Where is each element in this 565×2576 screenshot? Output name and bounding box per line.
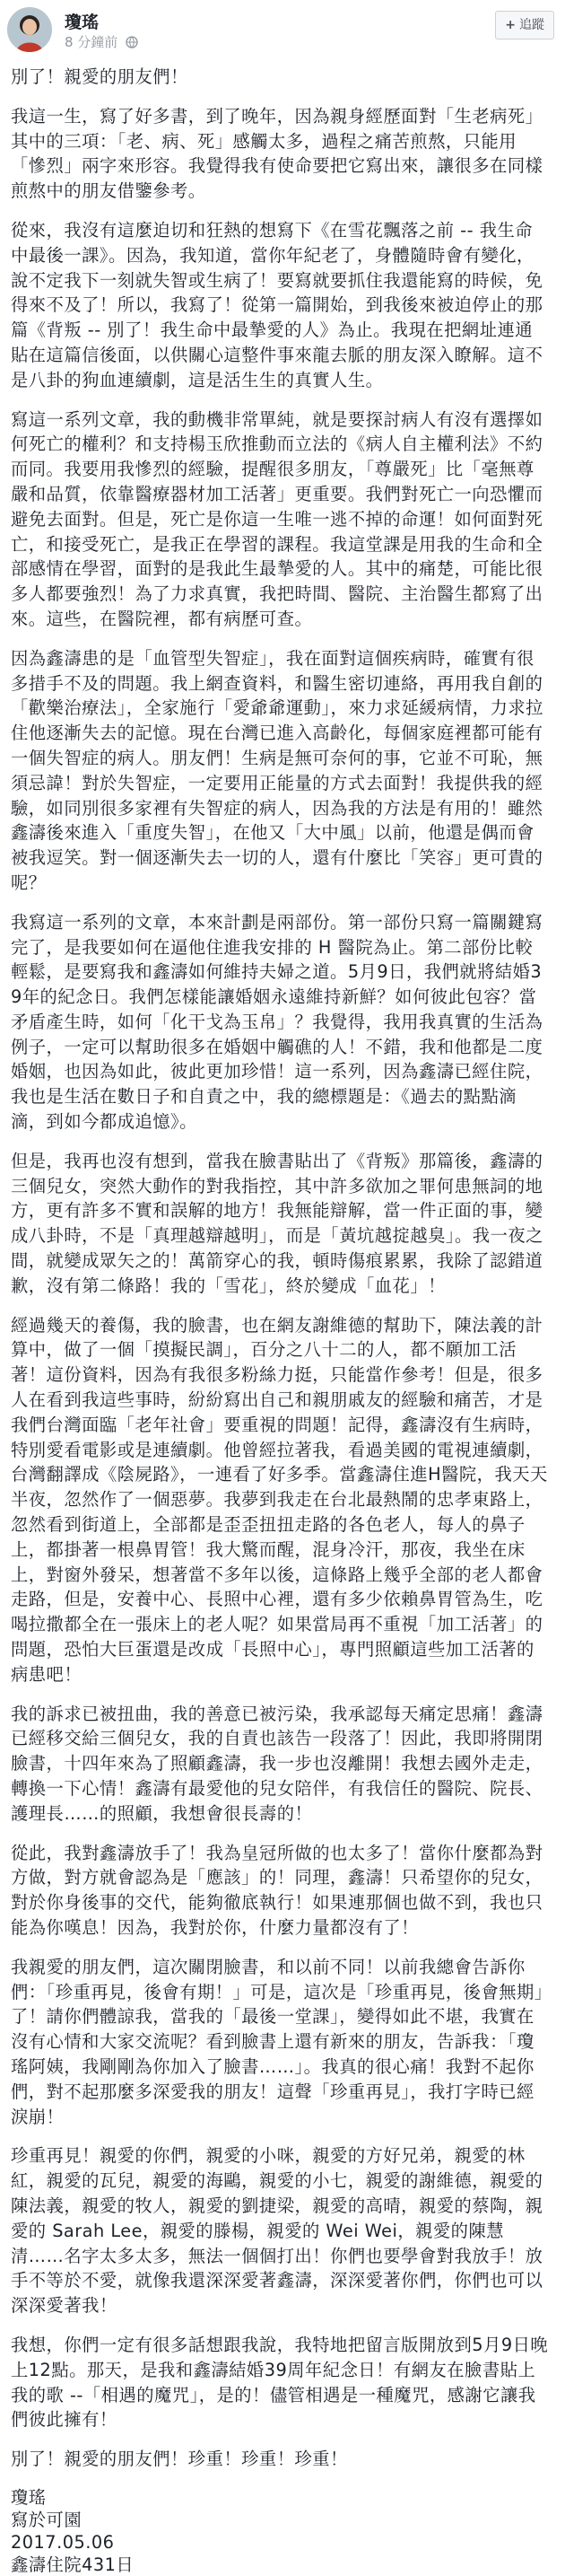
post-paragraph: 珍重再見！親愛的你們，親愛的小咪，親愛的方好兄弟，親愛的林紅，親愛的瓦兒，親愛的海鷗，親愛的小七，親愛的謝維德，親愛的陳法義，親愛的牧人，親愛的劉捷梁，親愛的高晴，親愛的蔡陶，親愛的 Sarah Lee，親愛的滕楊，親愛的 Wei Wei，親愛的陳慧清……名字太多太多，無法一個個打出！你們也要學會對我放手！放手不等於不愛，就像我還深深愛著鑫濤，深深愛著你們，你們也可以深深愛著我！ — [11, 2145, 543, 2317]
post-paragraph: 經過幾天的養傷，我的臉書，也在網友謝維德的幫助下，陳法義的計算中，做了一個「摸擬民調」，百分之八十二的人，都不願加工活著！這份資料，因為有我很多粉絲力挺，只能當作參考！但是，很多人在看到我這些事時，紛紛寫出自己和親朋戚友的經驗和痛苦，才是我們台灣面臨「老年社會」要重視的問題！記得，鑫濤沒有生病時，特別愛看電影或是連續劇。他曾經拉著我，看過美國的電視連續劇，台灣翻譯成《陰屍路》，一連看了好多季。當鑫濤住進H醫院，我天天半夜，忽然作了一個惡夢。我夢到我走在台北最熱鬧的忠孝東路上，忽然看到街道上，全部都是歪歪扭扭走路的各色老人，每人的鼻子上，都掛著一根鼻胃管！我大驚而醒，混身冷汗，那夜，我坐在床上，對窗外發呆，想著當不多年以後，這條路上幾乎全部的老人都會走路，但是，安養中心、長照中心裡，還有多少依賴鼻胃管為生，吃喝拉撒都全在一張床上的老人呢？如果當局再不重視「加工活著」的問題，恐怕大巨蛋還是改成「長照中心」，專門照顧這些加工活著的病患吧！ — [11, 1314, 548, 1685]
post-paragraph: 但是，我再也沒有想到，當我在臉書貼出了《背叛》那篇後，鑫濤的三個兒女，突然大動作的對我指控，其中許多欲加之罪何患無詞的地方，更有許多不實和誤解的地方！我無能辯解，當一件正面的事，變成八卦時，不是「真理越辯越明」，而是「黃坑越掟越臭」。我一夜之間，就變成眾矢之的！萬箭穿心的我，頓時傷痕累累，我除了認錯道歉，沒有第二條路！我的「雪花」，終於變成「血花」！ — [11, 1150, 543, 1296]
avatar-image — [7, 7, 52, 52]
plus-icon: + — [505, 18, 516, 32]
signature-date: 2017.05.06 — [11, 2531, 115, 2553]
post-paragraph: 別了！親愛的朋友們！珍重！珍重！珍重！ — [11, 2449, 348, 2470]
post-paragraph: 我這一生，寫了好多書，到了晚年，因為親身經歷面對「生老病死」其中的三項：「老、病、死」感觸太多，過程之痛苦煎熬，只能用「慘烈」兩字來形容。我覺得我有使命要把它寫出來，讓很多在同樣煎熬中的朋友借鑒參考。 — [11, 105, 543, 202]
post-paragraph: 我寫這一系列的文章，本來計劃是兩部份。第一部份只寫一篇關鍵寫完了，是我要如何在逼他住進我安排的 H 醫院為止。第二部份比較輕鬆，是要寫我和鑫濤如何維持夫婦之道。5月9日，我們就將結婚39年的紀念日。我們怎樣能讓婚姻永遠維持新鮮？如何彼此包容？當矛盾產生時，如何「化干戈為玉帛」？我覺得，我用我真實的生活為例子，一定可以幫助很多在婚姻中觸礁的人！不錯，我和他都是二度婚姻，也因為如此，彼此更加珍惜！這一系列，因為鑫濤已經住院，我也是生活在數日子和自責之中，我的總標題是：《過去的點點滴滴，到如今都成追憶》。 — [11, 911, 543, 1133]
post-paragraph: 我想，你們一定有很多話想跟我說，我特地把留言版開放到5月9日晚上12點。那天，是我和鑫濤結婚39周年紀念日！有網友在臉書貼上我的歌 --「相遇的魔咒」，是的！儘管相遇是一種魔咒，感謝它讓我們彼此擁有！ — [11, 2334, 549, 2431]
signature-note: 鑫濤住院431日 — [11, 2554, 135, 2575]
globe-icon — [126, 36, 138, 48]
signature-closing: 寫於可園 — [11, 2509, 83, 2530]
follow-button[interactable] — [495, 11, 554, 39]
post-paragraph: 別了！親愛的朋友們！ — [11, 66, 188, 87]
post-signature — [11, 2486, 549, 2576]
follow-label: 追蹤 — [519, 18, 544, 32]
author-name[interactable]: 瓊瑤 — [65, 13, 100, 32]
post-paragraph: 寫這一系列文章，我的動機非常單純，就是要探討病人有沒有選擇如何死亡的權利？和支持楊玉欣推動而立法的《病人自主權利法》不約而同。我要用我慘烈的經驗，提醒很多朋友，「尊嚴死」比「毫無尊嚴和品質，依靠醫療器材加工活著」更重要。我們對死亡一向恐懼而避免去面對。但是，死亡是你這一生唯一逃不掉的命運！如何面對死亡，和接受死亡，是我正在學習的課程。我這堂課是用我的生命和全部感情在學習，面對的是我此生最摯愛的人。其中的痛楚，可能比很多人都要強烈！為了力求真實，我把時間、醫院、主治醫生都寫了出來。這些，在醫院裡，都有病歷可查。 — [11, 408, 543, 629]
post-paragraph: 從來，我沒有這麼迫切和狂熱的想寫下《在雪花飄落之前 -- 我生命中最後一課》。因為，我知道，當你年紀老了，身體隨時會有變化，說不定我下一刻就失智或生病了！要寫就要抓住我還能寫的時候，免得來不及了！所以，我寫了！從第一篇開始，到我後來被迫停止的那篇《背叛 -- 別了！我生命中最摯愛的人》為止。我現在把網址連通貼在這篇信後面，以供關心這整件事來龍去脈的朋友深入瞭解。這不是八卦的狗血連續劇，這是活生生的真實人生。 — [11, 219, 543, 390]
post-body — [11, 65, 549, 2576]
post-meta — [65, 32, 138, 51]
post-time[interactable]: 8 分鐘前 — [65, 34, 118, 50]
post-paragraph: 我的訴求已被扭曲，我的善意已被污染，我承認每天痛定思痛！鑫濤已經移交給三個兒女，我的自責也該告一段落了！因此，我即將開閉臉書，十四年來為了照顧鑫濤，我一步也沒離開！我想去國外走走，轉換一下心情！鑫濤有最愛他的兒女陪伴，有我信任的醫院、院長、護理長……的照顧，我想會很長壽的！ — [11, 1703, 543, 1824]
post-paragraph: 從此，我對鑫濤放手了！我為皇冠所做的也太多了！當你什麼都為對方做，對方就會認為是「應該」的！同理，鑫濤！只希望你的兒女，對於你身後事的交代，能夠徹底執行！如果連那個也做不到，我也只能為你嘆息！因為，我對於你，什麼力量都沒有了！ — [11, 1842, 543, 1938]
signature-name: 瓊瑤 — [11, 2486, 47, 2508]
author-avatar[interactable] — [7, 7, 52, 52]
post-header — [0, 0, 565, 63]
post-paragraph: 我親愛的朋友們，這次關閉臉書，和以前不同！以前我總會告訴你們：「珍重再見，後會有期！」可是，這次是「珍重再見，後會無期」了！請你們體諒我，當我的「最後一堂課」，變得如此不堪，我實在沒有心情和大家交流呢？看到臉書上還有新來的朋友，告訴我：「瓊瑤阿姨，我剛剛為你加入了臉書……」。我真的很心痛！我對不起你們，對不起那麼多深愛我的朋友！這聲「珍重再見」，我打字時已經淚崩！ — [11, 1956, 543, 2127]
post-paragraph: 因為鑫濤患的是「血管型失智症」，我在面對這個疾病時，確實有很多措手不及的問題。我上網查資料，和醫生密切連絡，再用我自創的「歡樂治療法」，全家施行「愛爺爺運動」，來力求延緩病情，力求拉住他逐漸失去的記憶。現在台灣已進入高齡化，每個家庭裡都可能有一個失智症的病人。朋友們！生病是無可奈何的事，它並不可恥，無須忌諱！對於失智症，一定要用正能量的方式去面對！我提供我的經驗，如同別很多家裡有失智症的病人，因為我的方法是有用的！雖然鑫濤後來進入「重度失智」，在他又「大中風」以前，他還是偶而會被我逗笑。對一個逐漸失去一切的人，還有什麼比「笑容」更可貴的呢？ — [11, 647, 543, 893]
